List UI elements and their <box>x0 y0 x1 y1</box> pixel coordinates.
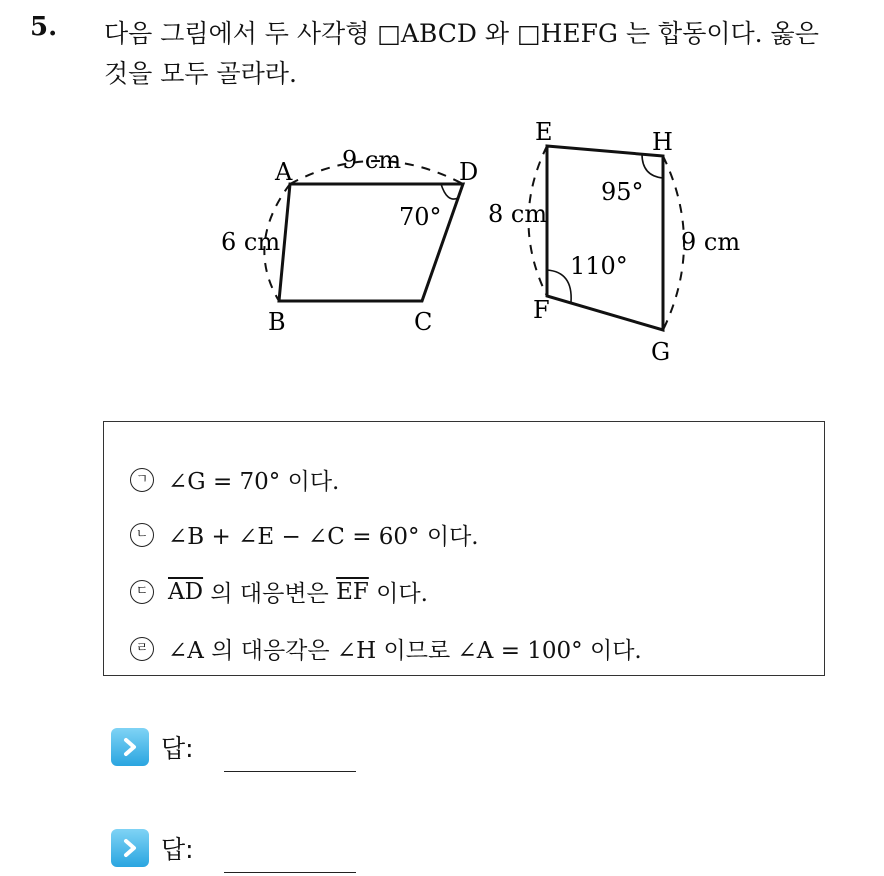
choice-3-mid: 의 대응변은 <box>203 581 337 607</box>
vertex-a-label: A <box>275 158 293 186</box>
answer-blank-2[interactable] <box>224 844 356 873</box>
choice-2 <box>130 518 479 551</box>
segment-ef: $\overline{EF}$ <box>336 578 369 605</box>
choice-2-text: ∠B + ∠E − ∠C = 60° 이다. <box>168 524 479 550</box>
choice-3-mark: ㄷ <box>130 580 154 604</box>
angle-h-value: 95° <box>601 178 644 206</box>
side-ef-length: 8 cm <box>488 200 548 228</box>
vertex-d-label: D <box>459 158 479 186</box>
choice-3-end: 이다. <box>368 581 428 607</box>
answer-blank-1[interactable] <box>224 743 356 772</box>
vertex-c-label: C <box>414 308 433 336</box>
answer-row-1 <box>111 728 356 766</box>
choice-4-text: ∠A 의 대응각은 ∠H 이므로 ∠A = 100° 이다. <box>168 638 642 664</box>
choice-1-text: ∠G = 70° 이다. <box>168 469 340 495</box>
question-text-line2: 것을 모두 골라라. <box>104 59 297 88</box>
quadrilateral-abcd <box>279 184 463 301</box>
angle-d-value: 70° <box>399 203 442 231</box>
question-text-line1: 다음 그림에서 두 사각형 □ABCD 와 □HEFG 는 합동이다. 옳은 <box>104 19 819 48</box>
vertex-f-label: F <box>533 296 550 324</box>
chevron-right-icon <box>111 728 149 766</box>
vertex-e-label: E <box>535 118 553 146</box>
question-number: 5. <box>30 12 58 42</box>
quadrilateral-hefg <box>547 146 663 330</box>
choice-3 <box>130 575 428 608</box>
segment-ad: $\overline{AD}$ <box>168 578 204 605</box>
chevron-right-icon <box>111 829 149 867</box>
answer-label-1: 답: <box>161 734 194 763</box>
side-ad-length: 9 cm <box>342 146 402 174</box>
angle-d-arc <box>441 184 458 199</box>
vertex-h-label: H <box>652 128 673 156</box>
angle-h-arc <box>642 154 663 178</box>
choice-4-mark: ㄹ <box>130 637 154 661</box>
vertex-g-label: G <box>651 338 671 366</box>
choice-2-mark: ㄴ <box>130 523 154 547</box>
answer-row-2 <box>111 829 356 867</box>
choice-1-mark: ㄱ <box>130 468 154 492</box>
choice-4 <box>130 632 642 665</box>
congruent-quadrilaterals-figure <box>0 0 884 420</box>
side-ab-length: 6 cm <box>221 228 281 256</box>
side-hg-length: 9 cm <box>681 228 741 256</box>
vertex-b-label: B <box>268 308 286 336</box>
angle-f-value: 110° <box>570 252 628 280</box>
answer-label-2: 답: <box>161 835 194 864</box>
choice-1 <box>130 463 339 496</box>
